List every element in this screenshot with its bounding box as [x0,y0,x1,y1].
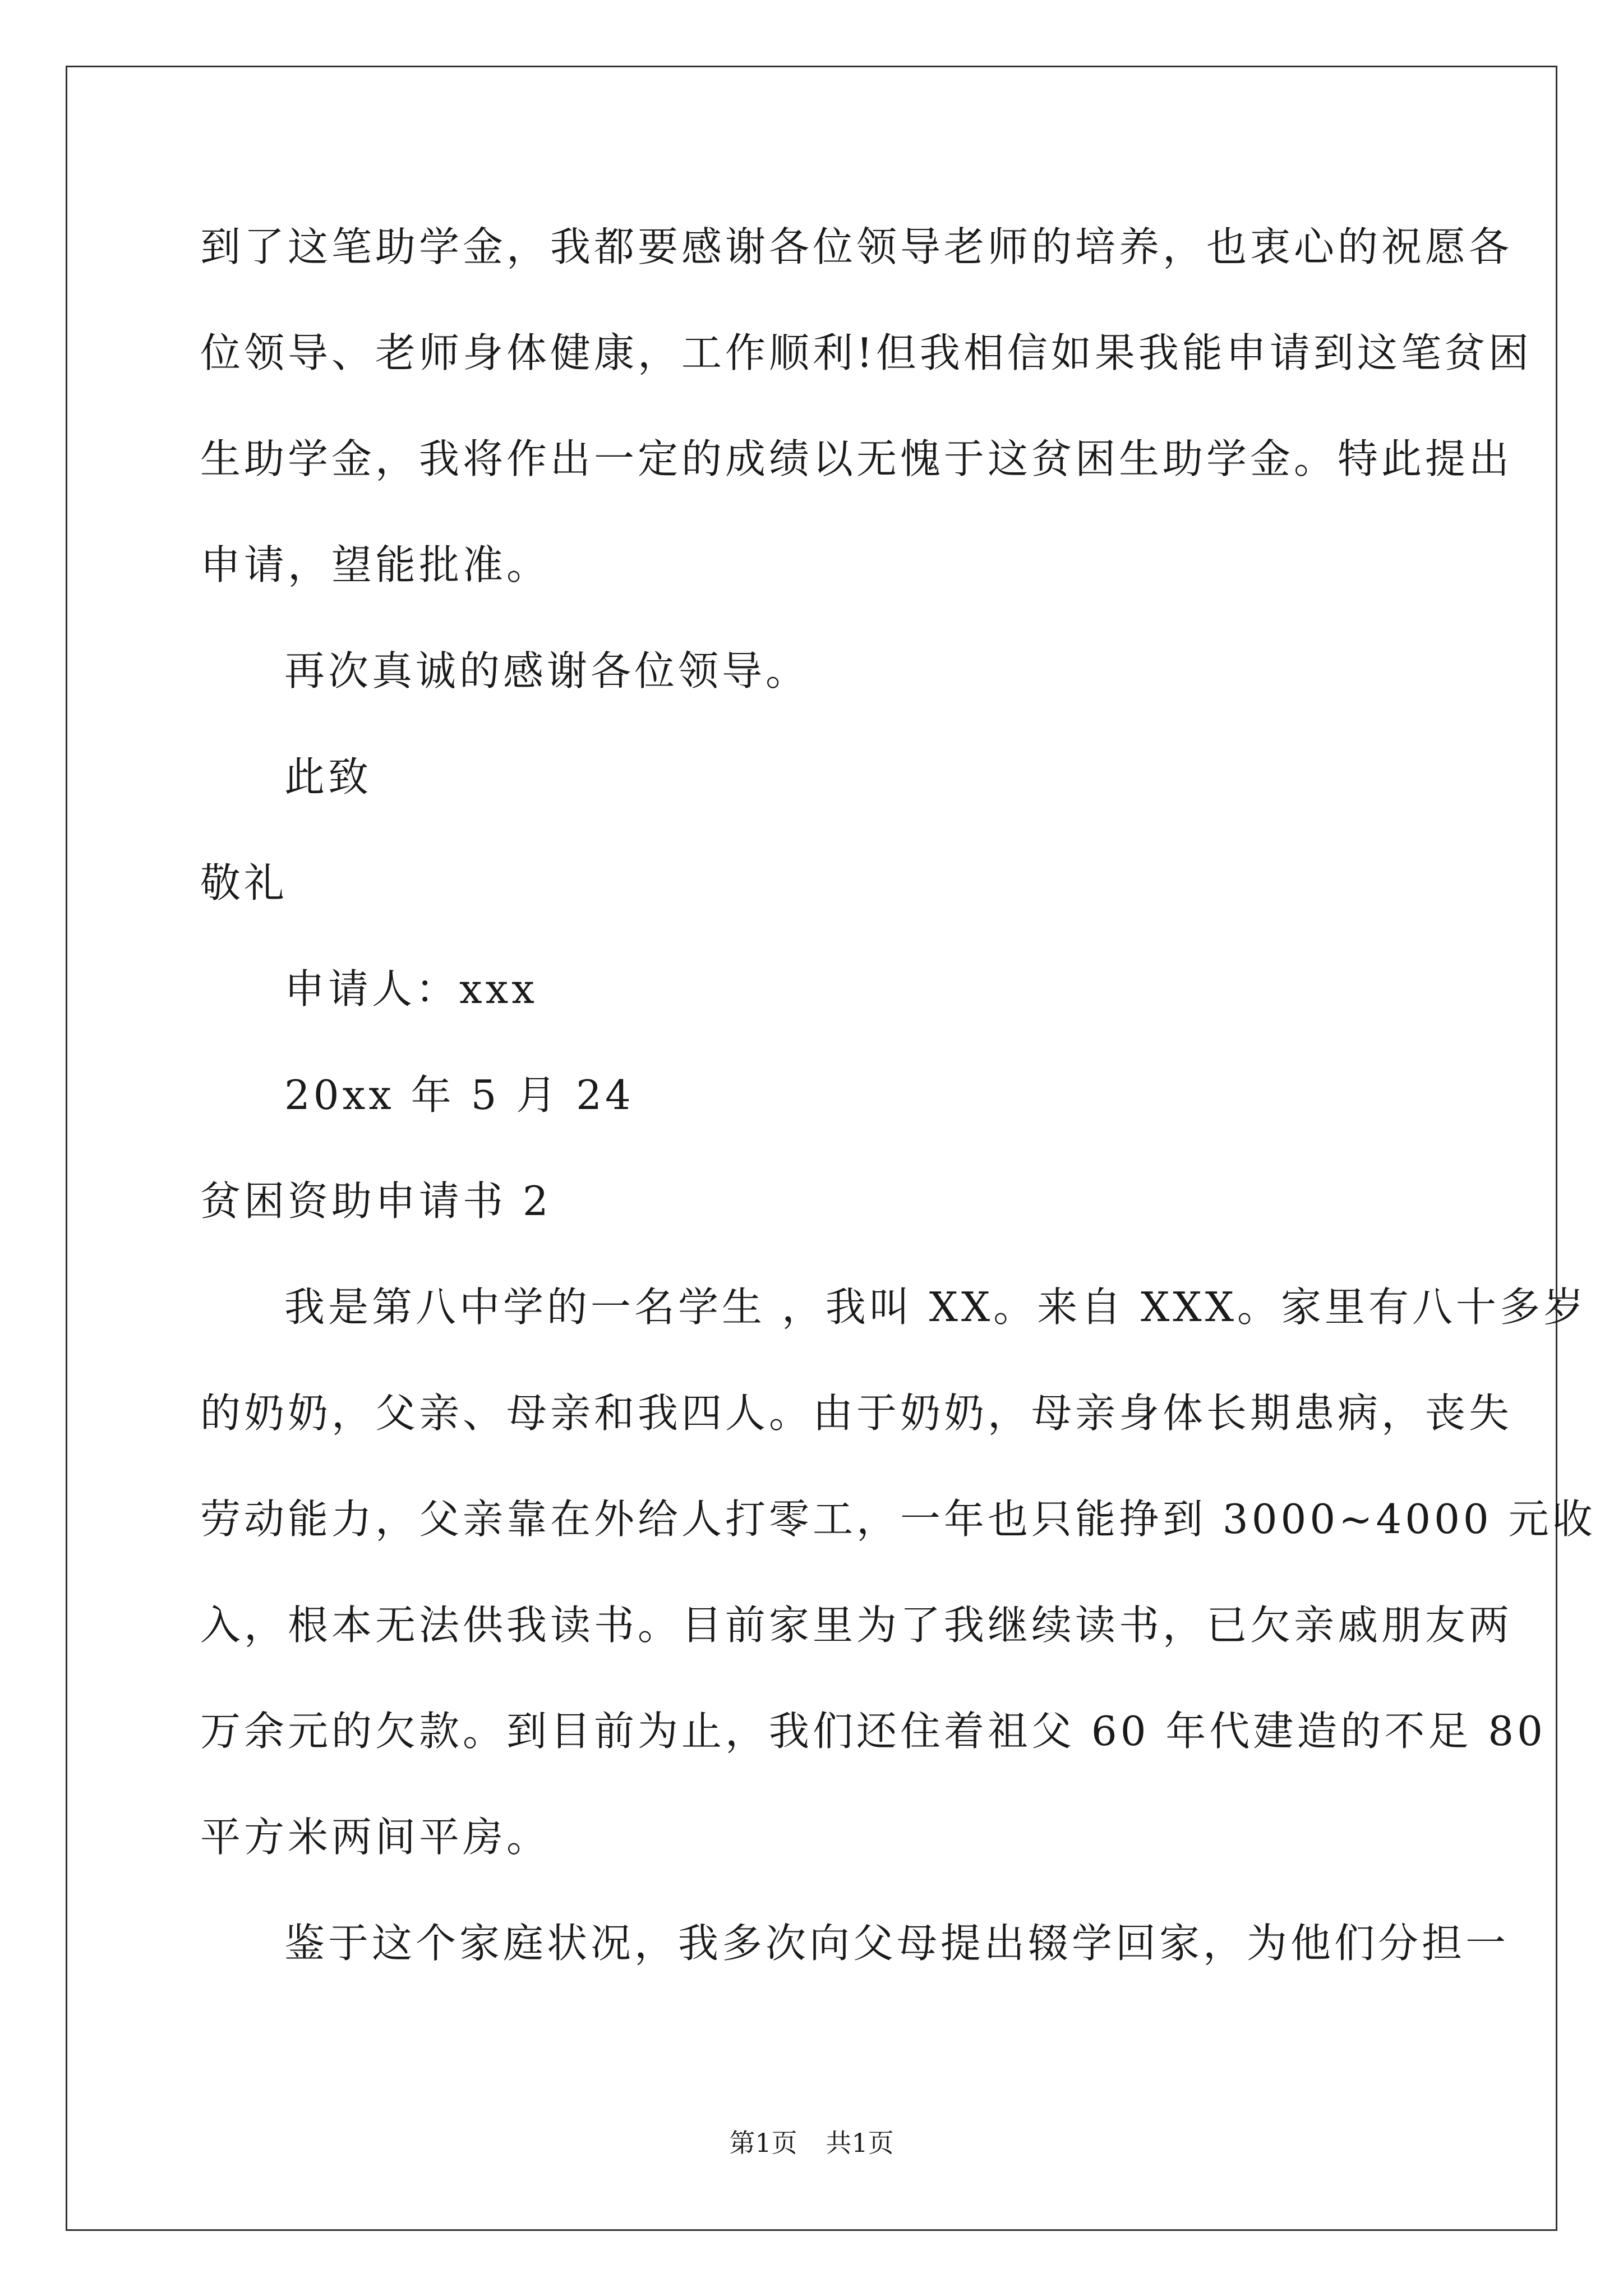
paragraph-line: 生助学金，我将作出一定的成绩以无愧于这贫困生助学金。特此提出 [200,435,1513,482]
paragraph-line: 申请，望能批准。 [200,541,551,588]
closing-thanks: 再次真诚的感谢各位领导。 [284,647,810,694]
paragraph-line: 万余元的欠款。到目前为止，我们还住着祖父 60 年代建造的不足 80 [200,1708,1546,1755]
document-body [200,220,1596,2022]
paragraph-line: 我是第八中学的一名学生 ，我叫 XX。来自 XXX。家里有八十多岁 [284,1283,1587,1331]
paragraph-line: 位领导、老师身体健康，工作顺利!但我相信如果我能申请到这笔贫困 [200,329,1532,376]
salutation-jingli: 敬礼 [200,859,288,907]
paragraph-line: 劳动能力，父亲靠在外给人打零工，一年也只能挣到 3000~4000 元收 [200,1496,1596,1543]
paragraph-line: 入，根本无法供我读书。目前家里为了我继续读书，已欠亲戚朋友两 [200,1602,1513,1649]
paragraph-line: 到了这笔助学金，我都要感谢各位领导老师的培养，也衷心的祝愿各 [200,223,1513,270]
page-number-current: 第1页 [729,2128,797,2158]
paragraph-line: 平方米两间平房。 [200,1814,551,1861]
paragraph-line: 鉴于这个家庭状况，我多次向父母提出辍学回家，为他们分担一 [284,1920,1510,1967]
applicant-signature: 申请人：xxx [284,965,538,1013]
salutation-cizhi: 此致 [284,753,372,800]
paragraph-line: 的奶奶，父亲、母亲和我四人。由于奶奶，母亲身体长期患病，丧失 [200,1389,1513,1437]
section-heading: 贫困资助申请书 2 [200,1177,552,1225]
page-footer [0,2126,1623,2160]
page-number-total: 共1页 [826,2128,894,2158]
letter-date: 20xx 年 5 月 24 [284,1071,634,1119]
